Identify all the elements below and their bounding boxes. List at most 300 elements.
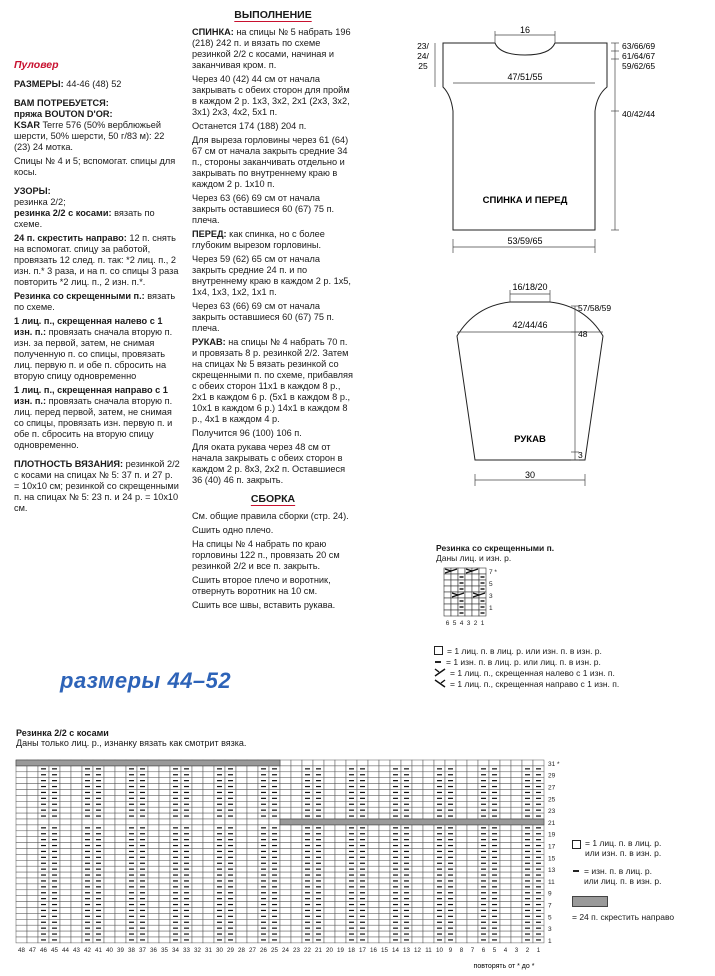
big-chart-cell bbox=[159, 860, 170, 866]
big-chart-cell bbox=[71, 772, 82, 778]
big-chart-cell bbox=[148, 778, 159, 784]
back-text-1: на спицы № 5 набрать 196 (218) 242 п. и вязать по схеме резинкой 2/2 с косами, начиная и заканчивая кром. п. bbox=[192, 27, 351, 70]
big-chart-cell bbox=[203, 831, 214, 837]
big-chart-cell bbox=[27, 837, 38, 843]
front-text-3: Через 63 (66) 69 см от начала закрыть оставшиеся 60 (67) 75 п. плеча. bbox=[192, 301, 335, 333]
big-chart-cell bbox=[71, 843, 82, 849]
big-chart-cell bbox=[335, 878, 346, 884]
big-chart-cell bbox=[467, 919, 478, 925]
big-chart-cell bbox=[379, 902, 390, 908]
small-chart-cell bbox=[465, 598, 472, 604]
big-chart-cell bbox=[60, 931, 71, 937]
big-chart-cell bbox=[456, 860, 467, 866]
small-chart-subtitle: Даны лиц. и изн. р. bbox=[436, 553, 512, 563]
big-chart-cell bbox=[291, 825, 302, 831]
big-legend bbox=[572, 838, 714, 922]
big-chart-cell bbox=[236, 854, 247, 860]
big-chart-cell bbox=[291, 843, 302, 849]
big-chart-cell bbox=[247, 866, 258, 872]
big-chart-cell bbox=[379, 813, 390, 819]
big-chart-cell bbox=[280, 860, 291, 866]
big-chart-cell bbox=[159, 884, 170, 890]
big-chart-cell bbox=[16, 913, 27, 919]
small-chart-cell bbox=[472, 604, 479, 610]
big-chart-cell bbox=[192, 878, 203, 884]
big-chart-cell bbox=[335, 908, 346, 914]
big-chart-cell bbox=[192, 854, 203, 860]
big-chart-cell bbox=[203, 837, 214, 843]
right-cross-text: провязать сначала вторую п. лиц. перед первой, затем, не снимая со спицы, провязать изн. первую п. и обе п. сбросить на вторую спицу одновременно. bbox=[14, 396, 173, 450]
big-col-label: 3 bbox=[514, 946, 519, 954]
big-chart-cell bbox=[236, 896, 247, 902]
big-chart-cell bbox=[16, 925, 27, 931]
big-chart-cell bbox=[236, 825, 247, 831]
big-chart-cell bbox=[500, 790, 511, 796]
big-chart-cell bbox=[368, 837, 379, 843]
big-chart-cell bbox=[379, 807, 390, 813]
big-chart-cell bbox=[192, 902, 203, 908]
big-chart-cell bbox=[434, 760, 445, 766]
small-chart-cell bbox=[444, 574, 451, 580]
big-chart-cell bbox=[467, 902, 478, 908]
big-col-label: 31 bbox=[205, 946, 212, 954]
gauge-heading: ПЛОТНОСТЬ ВЯЗАНИЯ: bbox=[14, 459, 124, 469]
big-chart-cell bbox=[247, 860, 258, 866]
big-chart-cell bbox=[335, 896, 346, 902]
big-chart-cell bbox=[456, 837, 467, 843]
big-chart-cell bbox=[335, 884, 346, 890]
big-chart-cell bbox=[324, 801, 335, 807]
big-chart-cell bbox=[511, 784, 522, 790]
big-chart-cell bbox=[148, 819, 159, 825]
big-chart-cell bbox=[247, 931, 258, 937]
big-chart-cell bbox=[203, 866, 214, 872]
big-chart-cell bbox=[412, 890, 423, 896]
big-chart-cell bbox=[412, 807, 423, 813]
big-chart-cell bbox=[236, 837, 247, 843]
big-chart-cell bbox=[401, 760, 412, 766]
big-chart-cell bbox=[368, 766, 379, 772]
big-chart-cell bbox=[511, 813, 522, 819]
big-chart-cell bbox=[280, 784, 291, 790]
big-chart-cell bbox=[104, 837, 115, 843]
big-chart-cell bbox=[368, 854, 379, 860]
big-chart-cell bbox=[324, 884, 335, 890]
big-chart-cell bbox=[60, 819, 71, 825]
big-chart-cell bbox=[379, 778, 390, 784]
big-chart-cell bbox=[236, 902, 247, 908]
big-chart-cell bbox=[27, 772, 38, 778]
big-chart-cell bbox=[291, 778, 302, 784]
big-chart-cell bbox=[71, 790, 82, 796]
big-chart-cell bbox=[280, 925, 291, 931]
big-chart-cell bbox=[27, 795, 38, 801]
big-chart-cell bbox=[280, 766, 291, 772]
big-chart-cell bbox=[104, 778, 115, 784]
big-chart-cell bbox=[335, 925, 346, 931]
big-chart-cell bbox=[412, 795, 423, 801]
big-chart-cell bbox=[412, 760, 423, 766]
small-chart-block bbox=[436, 543, 554, 563]
big-chart-cell bbox=[500, 837, 511, 843]
big-chart-cell bbox=[16, 837, 27, 843]
big-chart-cell bbox=[511, 896, 522, 902]
big-chart-cell bbox=[478, 760, 489, 766]
big-chart-cell bbox=[16, 784, 27, 790]
big-chart-cell bbox=[324, 931, 335, 937]
big-chart-cell bbox=[335, 760, 346, 766]
materials-heading: ВАМ ПОТРЕБУЕТСЯ: bbox=[14, 98, 109, 108]
assembly-text-4: Сшить второе плечо и воротник, отвернуть воротник на 10 см. bbox=[192, 575, 331, 596]
big-chart-cell bbox=[412, 908, 423, 914]
big-chart-cell bbox=[60, 790, 71, 796]
big-col-label: 19 bbox=[337, 946, 344, 954]
big-chart-cell bbox=[379, 925, 390, 931]
big-chart-cell bbox=[16, 937, 27, 943]
big-chart-cell bbox=[71, 807, 82, 813]
big-chart-cell bbox=[148, 813, 159, 819]
big-chart-cell bbox=[368, 872, 379, 878]
big-chart-cell bbox=[456, 790, 467, 796]
big-chart-cell bbox=[159, 896, 170, 902]
big-chart-cell bbox=[60, 854, 71, 860]
big-chart-cell bbox=[181, 819, 192, 825]
big-chart-cell bbox=[247, 825, 258, 831]
small-chart-cell bbox=[444, 610, 451, 616]
cross-right-icon bbox=[434, 679, 446, 688]
big-chart-cell bbox=[423, 813, 434, 819]
big-col-label: 29 bbox=[227, 946, 234, 954]
big-chart-cell bbox=[159, 866, 170, 872]
big-chart-cell bbox=[291, 795, 302, 801]
big-chart-cell bbox=[159, 825, 170, 831]
big-chart-cell bbox=[456, 807, 467, 813]
big-chart-cell bbox=[324, 831, 335, 837]
big-chart-cell bbox=[511, 795, 522, 801]
big-chart-cell bbox=[258, 819, 269, 825]
big-chart-cell bbox=[456, 760, 467, 766]
big-chart-cell bbox=[115, 790, 126, 796]
big-chart-cell bbox=[71, 860, 82, 866]
big-chart-cell bbox=[247, 919, 258, 925]
big-chart-cell bbox=[236, 843, 247, 849]
big-chart-cell bbox=[236, 872, 247, 878]
big-chart-cell bbox=[291, 931, 302, 937]
big-chart-cell bbox=[159, 772, 170, 778]
big-chart-cell bbox=[467, 807, 478, 813]
big-chart-cell bbox=[291, 925, 302, 931]
rib-cables-text: вязать по схеме. bbox=[14, 208, 155, 229]
big-chart-cell bbox=[27, 766, 38, 772]
big-chart-cell bbox=[456, 890, 467, 896]
big-chart-cell bbox=[500, 807, 511, 813]
back-text-3: Останется 174 (188) 204 п. bbox=[192, 121, 307, 131]
big-chart-cell bbox=[203, 801, 214, 807]
big-chart-cell bbox=[412, 772, 423, 778]
big-col-label: 39 bbox=[117, 946, 124, 954]
big-chart-cell bbox=[379, 790, 390, 796]
big-chart-cell bbox=[60, 795, 71, 801]
big-chart-cell bbox=[247, 937, 258, 943]
big-chart-cell bbox=[291, 908, 302, 914]
big-chart-cell bbox=[203, 902, 214, 908]
big-chart-cell bbox=[280, 825, 291, 831]
big-chart-cell bbox=[16, 854, 27, 860]
big-chart-cell bbox=[27, 854, 38, 860]
big-chart-cell bbox=[27, 925, 38, 931]
length-label-2: 61/64/67 bbox=[622, 51, 656, 61]
small-chart-cell bbox=[451, 598, 458, 604]
big-chart-cell bbox=[291, 872, 302, 878]
big-chart-cell bbox=[115, 843, 126, 849]
big-chart-cell bbox=[104, 854, 115, 860]
big-chart-cell bbox=[379, 784, 390, 790]
big-chart-cell bbox=[423, 860, 434, 866]
big-chart-cell bbox=[379, 878, 390, 884]
small-chart-cell bbox=[451, 574, 458, 580]
big-chart-cell bbox=[192, 831, 203, 837]
big-chart-cell bbox=[203, 937, 214, 943]
big-chart-cell bbox=[368, 878, 379, 884]
big-chart-cell bbox=[412, 902, 423, 908]
big-chart-cell bbox=[104, 937, 115, 943]
length-label-3: 59/62/65 bbox=[622, 61, 656, 71]
big-row-label: 27 bbox=[548, 784, 556, 792]
big-chart-cell bbox=[280, 790, 291, 796]
small-chart-cell bbox=[465, 574, 472, 580]
big-chart-cell bbox=[16, 843, 27, 849]
dimension-lines bbox=[435, 31, 619, 253]
big-chart-cell bbox=[192, 772, 203, 778]
big-chart-cell bbox=[500, 878, 511, 884]
big-chart-cell bbox=[27, 908, 38, 914]
big-chart-cell bbox=[115, 860, 126, 866]
big-chart-cell bbox=[511, 772, 522, 778]
big-chart-cell bbox=[456, 843, 467, 849]
big-col-label: 6 bbox=[481, 946, 486, 954]
small-chart-cell bbox=[465, 604, 472, 610]
big-chart-cell bbox=[16, 819, 27, 825]
big-chart-cell bbox=[203, 784, 214, 790]
big-chart-cell bbox=[159, 837, 170, 843]
cable-cross-shade-icon bbox=[572, 896, 608, 907]
big-chart-cell bbox=[71, 801, 82, 807]
big-chart-cell bbox=[60, 896, 71, 902]
big-chart-cell bbox=[291, 854, 302, 860]
big-chart-cell bbox=[104, 801, 115, 807]
big-chart-cell bbox=[192, 807, 203, 813]
assembly-heading: СБОРКА bbox=[250, 493, 296, 505]
big-row-label: 5 bbox=[548, 914, 552, 922]
small-chart-cell bbox=[472, 574, 479, 580]
big-chart-cell bbox=[236, 807, 247, 813]
big-chart-cell bbox=[148, 784, 159, 790]
big-col-label: 22 bbox=[304, 946, 311, 954]
big-chart-cell bbox=[511, 760, 522, 766]
big-chart-cell bbox=[379, 860, 390, 866]
big-chart-cell bbox=[280, 837, 291, 843]
big-chart-cell bbox=[27, 849, 38, 855]
big-chart-cell bbox=[379, 766, 390, 772]
big-col-label: 42 bbox=[84, 946, 91, 954]
big-chart-cell bbox=[159, 784, 170, 790]
big-chart-cell bbox=[203, 919, 214, 925]
big-chart-cell bbox=[291, 890, 302, 896]
big-chart-cell bbox=[412, 931, 423, 937]
big-chart-cell bbox=[467, 854, 478, 860]
big-chart-cell bbox=[16, 849, 27, 855]
shoulder-label-3: 25 bbox=[418, 61, 428, 71]
big-chart-cell bbox=[500, 937, 511, 943]
big-chart-cell bbox=[412, 825, 423, 831]
big-chart-cell bbox=[390, 760, 401, 766]
big-chart-cell bbox=[368, 831, 379, 837]
small-chart-cell bbox=[444, 580, 451, 586]
big-chart-cell bbox=[247, 766, 258, 772]
big-chart-cell bbox=[412, 784, 423, 790]
small-col-label: 3 bbox=[466, 620, 471, 626]
big-chart-cell bbox=[16, 801, 27, 807]
big-chart-cell bbox=[104, 784, 115, 790]
big-chart-cell bbox=[115, 807, 126, 813]
big-chart-cell bbox=[291, 902, 302, 908]
big-chart-cell bbox=[115, 866, 126, 872]
big-chart-cell bbox=[412, 913, 423, 919]
big-chart-cell bbox=[115, 854, 126, 860]
big-chart-cell bbox=[379, 937, 390, 943]
big-chart-cell bbox=[368, 866, 379, 872]
big-chart-cell bbox=[203, 813, 214, 819]
big-chart-cell bbox=[27, 778, 38, 784]
big-chart-cell bbox=[247, 795, 258, 801]
big-chart-cell bbox=[500, 854, 511, 860]
big-chart-cell bbox=[467, 831, 478, 837]
big-chart-cell bbox=[236, 925, 247, 931]
big-chart-cell bbox=[500, 908, 511, 914]
big-chart-title: Резинка 2/2 с косами bbox=[16, 728, 109, 738]
small-chart-cell bbox=[465, 580, 472, 586]
big-chart-cell bbox=[511, 925, 522, 931]
big-chart-cell bbox=[467, 908, 478, 914]
body-schematic bbox=[415, 25, 715, 265]
big-chart-cell bbox=[203, 896, 214, 902]
small-chart-cell bbox=[472, 586, 479, 592]
big-col-label: 8 bbox=[459, 946, 464, 954]
big-chart-cell bbox=[192, 813, 203, 819]
big-chart-cell bbox=[115, 919, 126, 925]
big-chart-cell bbox=[456, 937, 467, 943]
legend-purl: = 1 изн. п. в лиц. р. или лиц. п. в изн. р. bbox=[434, 656, 619, 667]
big-chart-cell bbox=[93, 819, 104, 825]
big-chart-cell bbox=[379, 760, 390, 766]
big-chart-cell bbox=[423, 866, 434, 872]
big-chart-cell bbox=[313, 760, 324, 766]
back-text-2: Через 40 (42) 44 см от начала закрывать с обеих сторон для пройм в каждом 2 р. 1x3, 3x2, 2x1 (2x3, 3x2, 3x1) 2x3, 4x2, 5x1 п. bbox=[192, 74, 350, 117]
legend-cross-right: = 1 лиц. п., скрещенная направо с 1 изн. п. bbox=[434, 678, 619, 689]
big-chart-cell bbox=[16, 931, 27, 937]
big-chart-cell bbox=[71, 766, 82, 772]
big-col-label: 40 bbox=[106, 946, 113, 954]
big-chart-cell bbox=[115, 937, 126, 943]
big-chart-cell bbox=[247, 849, 258, 855]
big-chart-cell bbox=[280, 931, 291, 937]
big-chart-cell bbox=[280, 902, 291, 908]
big-chart-cell bbox=[71, 878, 82, 884]
big-chart-cell bbox=[236, 931, 247, 937]
big-chart-cell bbox=[324, 807, 335, 813]
big-chart-cell bbox=[412, 919, 423, 925]
big-col-label: 21 bbox=[315, 946, 322, 954]
big-chart-cell bbox=[324, 902, 335, 908]
big-chart-cell bbox=[467, 843, 478, 849]
big-chart-cell bbox=[291, 866, 302, 872]
middle-column bbox=[192, 10, 354, 614]
big-chart-cell bbox=[379, 872, 390, 878]
big-chart-cell bbox=[368, 937, 379, 943]
big-row-label: 11 bbox=[548, 878, 555, 886]
rib-text: резинка 2/2; bbox=[14, 197, 66, 207]
big-chart-cell bbox=[60, 831, 71, 837]
big-chart-cell bbox=[159, 902, 170, 908]
assembly-text-1: См. общие правила сборки (стр. 24). bbox=[192, 511, 349, 521]
big-chart-cell bbox=[368, 890, 379, 896]
big-chart-cell bbox=[170, 819, 181, 825]
big-chart-cell bbox=[148, 854, 159, 860]
big-chart-cell bbox=[104, 772, 115, 778]
big-chart-cell bbox=[104, 931, 115, 937]
big-chart-cell bbox=[335, 860, 346, 866]
big-chart-cell bbox=[104, 872, 115, 878]
big-chart-cell bbox=[115, 772, 126, 778]
big-chart-cell bbox=[236, 813, 247, 819]
big-chart-cell bbox=[247, 790, 258, 796]
big-chart-cell bbox=[511, 872, 522, 878]
big-chart-cell bbox=[104, 843, 115, 849]
big-chart-cell bbox=[192, 849, 203, 855]
big-chart-cell bbox=[533, 760, 544, 766]
big-chart-cell bbox=[412, 896, 423, 902]
big-chart-cell bbox=[148, 831, 159, 837]
cross24-label: 24 п. скрестить направо: bbox=[14, 233, 127, 243]
big-chart-cell bbox=[280, 890, 291, 896]
big-chart-cell bbox=[203, 766, 214, 772]
big-chart-cell bbox=[60, 772, 71, 778]
big-chart-cell bbox=[291, 784, 302, 790]
big-chart-cell bbox=[104, 896, 115, 902]
big-chart-cell bbox=[324, 919, 335, 925]
big-chart-cell bbox=[115, 825, 126, 831]
big-chart-cell bbox=[500, 872, 511, 878]
big-chart-cell bbox=[16, 890, 27, 896]
big-chart-cell bbox=[500, 831, 511, 837]
big-chart-subtitle: Даны только лиц. р., изнанку вязать как смотрит вязка. bbox=[16, 738, 247, 748]
big-chart-cell bbox=[159, 919, 170, 925]
purl-dash-icon bbox=[572, 867, 580, 875]
big-chart-cell bbox=[16, 896, 27, 902]
big-chart-cell bbox=[27, 902, 38, 908]
big-chart-cell bbox=[423, 843, 434, 849]
big-chart-cell bbox=[27, 813, 38, 819]
big-chart-cell bbox=[148, 860, 159, 866]
big-chart-cell bbox=[335, 813, 346, 819]
big-chart-cell bbox=[71, 825, 82, 831]
small-chart-cell bbox=[451, 580, 458, 586]
big-chart-cell bbox=[203, 890, 214, 896]
big-chart-cell bbox=[335, 919, 346, 925]
big-row-label: 15 bbox=[548, 855, 556, 863]
big-chart-cell bbox=[511, 790, 522, 796]
big-chart-cell bbox=[27, 931, 38, 937]
